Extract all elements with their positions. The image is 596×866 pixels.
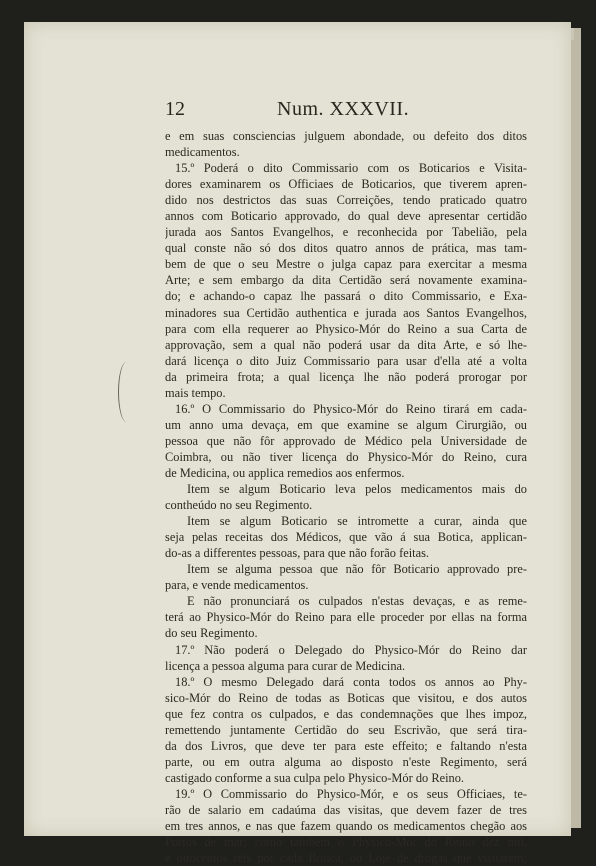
text-line: da primeira frota; a qual licença lhe não poderá prorogar por: [165, 369, 527, 384]
text-line: dará licença o dito Juiz Commissario para usar d'ella até a volta: [165, 353, 527, 368]
text-line: contheúdo no seu Regimento.: [165, 498, 313, 513]
text-line: remettendo juntamente Certidão do seu Escrivão, que será tira-: [165, 722, 527, 737]
text-line: parte, ou em outra alguma ao disposto n'este Regimento, será: [165, 754, 527, 769]
running-head: Num. XXXVII.: [277, 98, 410, 120]
text-line: seja pelas receitas dos Médicos, que vão á sua Botica, applican-: [165, 530, 527, 545]
text-line: medicamentos.: [165, 145, 240, 160]
text-line: da dos Livros, que deve ter para este effeito; e faltando n'esta: [165, 738, 527, 753]
text-line: em tres annos, e nas que fazem quando os medicamentos chegão aos: [165, 819, 527, 834]
text-line: 18.º O mesmo Delegado dará conta todos os annos ao Phy-: [175, 674, 527, 689]
text-line: do; e achando-o capaz lhe passará o dito Commissario, e Exa-: [165, 289, 527, 304]
text-line: do-as a differentes pessoas, para que não forão feitas.: [165, 546, 429, 561]
margin-bracket-mark: [118, 362, 135, 422]
body-text: [165, 128, 527, 866]
next-page-edge: [571, 28, 581, 828]
page-corner-mark: [571, 28, 574, 40]
text-line: Item se algum Boticario se intromette a curar, ainda que: [187, 514, 527, 529]
text-line: terá ao Physico-Mór do Reino para elle proceder por ellas na forma: [165, 610, 527, 625]
text-line: minadores sua Certidão authentica e jurada aos Santos Evangelhos,: [165, 305, 527, 320]
text-line: castigado conforme a sua culpa pelo Physico-Mór do Reino.: [165, 770, 465, 785]
text-line: rão de salario em cadaúma das visitas, que devem fazer de tres: [165, 802, 527, 817]
text-line: bem de que o seu Mestre o julga capaz para exercitar a mesma: [165, 257, 527, 272]
text-line: e em suas consciencias julguem abondade, ou defeito dos ditos: [165, 129, 527, 143]
text-line: e oitocentos réis por cada Botica, ou Loje de drogas que visitarem;: [165, 851, 527, 866]
text-line: 16.º O Commissario do Physico-Mór do Reino tirará em cada-: [175, 401, 527, 416]
text-line: Item se algum Boticario leva pelos medicamentos mais do: [187, 482, 527, 497]
text-line: qual conste não só dos ditos quatro annos de prática, mas tam-: [165, 241, 527, 256]
text-line: do seu Regimento.: [165, 626, 258, 641]
text-line: approvação, sem a qual não poderá usar da dita Arte, e só lhe-: [165, 337, 527, 352]
text-line: jurada aos Santos Evangelhos, e reconhecida por Tabelião, pela: [165, 225, 527, 240]
text-line: dores examinarem os Officiaes de Boticarios, que tiverem apren-: [165, 177, 527, 192]
text-line: annos com Boticario approvado, do qual deve apresentar certidão: [165, 209, 527, 224]
text-line: 15.º Poderá o dito Commissario com os Boticarios e Visita-: [175, 161, 527, 176]
text-line: dido nos destrictos das suas Correições, tendo praticado quatro: [165, 193, 527, 208]
text-line: licença a pessoa alguma para curar de Medicina.: [165, 658, 406, 673]
text-line: mais tempo.: [165, 385, 226, 400]
text-line: sico-Mór do Reino de todas as Boticas que visitou, e dos autos: [165, 690, 527, 705]
text-line: pessoa que não fôr approvado de Médico pela Universidade de: [165, 433, 527, 448]
text-line: Portos de mar; como tambem o Physico-Mór do Reino dez mil,: [165, 835, 527, 850]
text-line: Arte; e sem embargo da dita Certidão será novamente examina-: [165, 273, 527, 288]
page-header: [165, 98, 555, 124]
text-line: Item se alguma pessoa que não fôr Boticario approvado pre-: [187, 562, 527, 577]
text-line: 19.º O Commissario do Physico-Mór, e os seus Officiaes, te-: [175, 786, 527, 801]
text-line: para com ella requerer ao Physico-Mór do Reino a sua Carta de: [165, 321, 527, 336]
text-line: E não pronunciará os culpados n'estas devaças, e as reme-: [187, 594, 527, 609]
text-line: 17.º Não poderá o Delegado do Physico-Mór do Reino dar: [175, 642, 527, 657]
text-line: Coimbra, ou não tiver licença do Physico-Mór do Reino, cura: [165, 449, 527, 464]
text-line: que fez contra os culpados, e das condemnações que lhes impoz,: [165, 706, 527, 721]
text-line: de Medicina, ou applica remedios aos enfermos.: [165, 465, 405, 480]
page-number: 12: [165, 98, 185, 120]
text-line: para, e vende medicamentos.: [165, 578, 309, 593]
text-line: um anno uma devaça, em que examine se algum Cirurgião, ou: [165, 417, 527, 432]
